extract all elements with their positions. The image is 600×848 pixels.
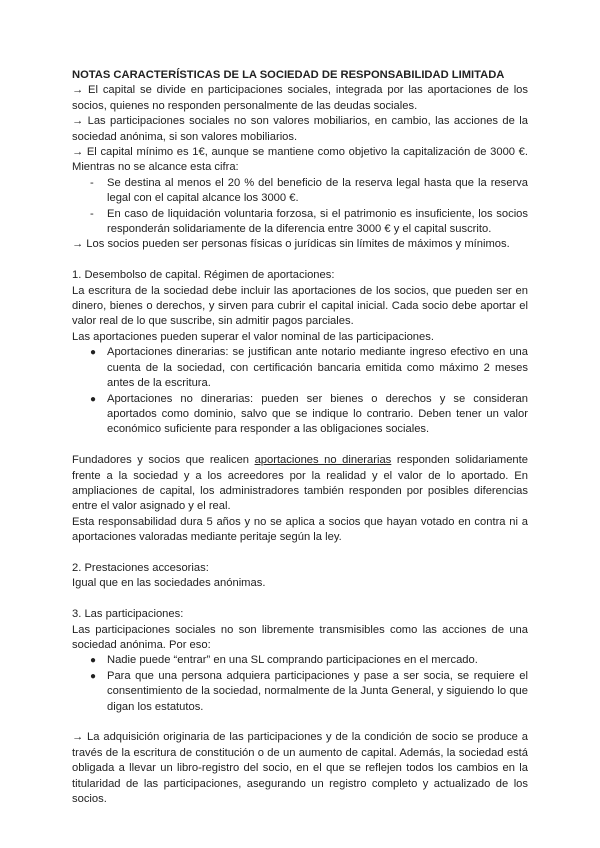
list-item: ● Nadie puede “entrar” en una SL comprando participaciones en el mercado. bbox=[72, 653, 528, 668]
intro-dash-list bbox=[72, 176, 528, 238]
intro-paragraph-3: → El capital mínimo es 1€, aunque se mantiene como objetivo la capitalización de 3000 €. Mientras no se alcance esta cifra: bbox=[72, 146, 528, 174]
bullet-marker: ● bbox=[90, 393, 97, 405]
dash-marker: - bbox=[90, 176, 94, 189]
section-1-paragraph-3: Fundadores y socios que realicen aportaciones no dinerarias responden solidariamente frente a la sociedad y a los acreedores por la realidad y el valor de lo aportado. En ampliaciones de capital, los administradores también responden por posibles diferencias entre el valor asignado y el real. bbox=[72, 454, 528, 513]
section-1-paragraph-2: Las aportaciones pueden superar el valor nominal de las participaciones. bbox=[72, 330, 434, 343]
intro-paragraph-4: → Los socios pueden ser personas físicas o jurídicas sin límites de máximos y mínimos. bbox=[72, 238, 510, 251]
bullet-marker: ● bbox=[90, 347, 97, 359]
section-3-bullet-list bbox=[72, 653, 528, 715]
document-title: NOTAS CARACTERÍSTICAS DE LA SOCIEDAD DE RESPONSABILIDAD LIMITADA bbox=[72, 69, 505, 81]
section-3-paragraph-2: → La adquisición originaria de las participaciones y de la condición de socio se produce a través de la escritura de constitución o de un aumento de capital. Además, la sociedad está obligada a llevar un libro-registro del socio, en el que se reflejen todos los cambios en la titularidad de las participaciones, asegurando un registro completo y actualizado de los socios. bbox=[72, 731, 528, 806]
section-1-paragraph-1: La escritura de la sociedad debe incluir las aportaciones de los socios, que pueden ser en dinero, bienes o derechos, y sirven para cubrir el capital inicial. Cada socio debe aportar el valor real de lo que suscribe, sin admitir pagos parciales. bbox=[72, 284, 528, 328]
section-2-paragraph-1: Igual que en las sociedades anónimas. bbox=[72, 577, 266, 590]
list-item: ● Aportaciones dinerarias: se justifican ante notario mediante ingreso efectivo en una cuenta de la sociedad, con certificación bancaria emitida como máximo 2 meses antes de la escritura. bbox=[90, 346, 528, 390]
section-3-heading: 3. Las participaciones: bbox=[72, 608, 184, 621]
section-3-paragraph-1: Las participaciones sociales no son libremente transmisibles como las acciones de una sociedad anónima. Por eso: bbox=[72, 623, 528, 651]
intro-paragraph-1: → El capital se divide en participaciones sociales, integrada por las aportaciones de los socios, quienes no responden personalmente de las deudas sociales. bbox=[72, 84, 528, 112]
list-item: ● Para que una persona adquiera participaciones y pase a ser socia, se requiere el consentimiento de la sociedad, normalmente de la Junta General, y siguiendo lo que digan los estatutos. bbox=[90, 669, 528, 713]
section-1-paragraph-4: Esta responsabilidad dura 5 años y no se aplica a socios que hayan votado en contra ni a aportaciones valoradas mediante peritaje según la ley. bbox=[72, 515, 528, 544]
intro-paragraph-2: → Las participaciones sociales no son valores mobiliarios, en cambio, las acciones de la sociedad anónima, si son valores mobiliarios. bbox=[72, 115, 528, 143]
list-item: ● Aportaciones no dinerarias: pueden ser bienes o derechos y se consideran aportados como dominio, salvo que se indique lo contrario. Deben tener un valor económico suficiente para responder a las obligaciones sociales. bbox=[90, 392, 528, 436]
bullet-marker: ● bbox=[90, 655, 97, 667]
list-item: - Se destina al menos el 20 % del beneficio de la reserva legal hasta que la reserva legal con el capital alcance los 3000 €. bbox=[90, 176, 528, 205]
section-2-heading: 2. Prestaciones accesorias: bbox=[72, 561, 209, 574]
section-1-heading: 1. Desembolso de capital. Régimen de aportaciones: bbox=[72, 269, 335, 282]
underlined-term: aportaciones no dinerarias bbox=[254, 454, 392, 467]
dash-marker: - bbox=[90, 207, 94, 220]
section-1-bullet-list bbox=[72, 345, 528, 437]
bullet-marker: ● bbox=[90, 670, 97, 682]
list-item: - En caso de liquidación voluntaria forzosa, si el patrimonio es insuficiente, los socios responderán solidariamente de la diferencia entre 3000 € y el capital suscrito. bbox=[90, 207, 528, 236]
